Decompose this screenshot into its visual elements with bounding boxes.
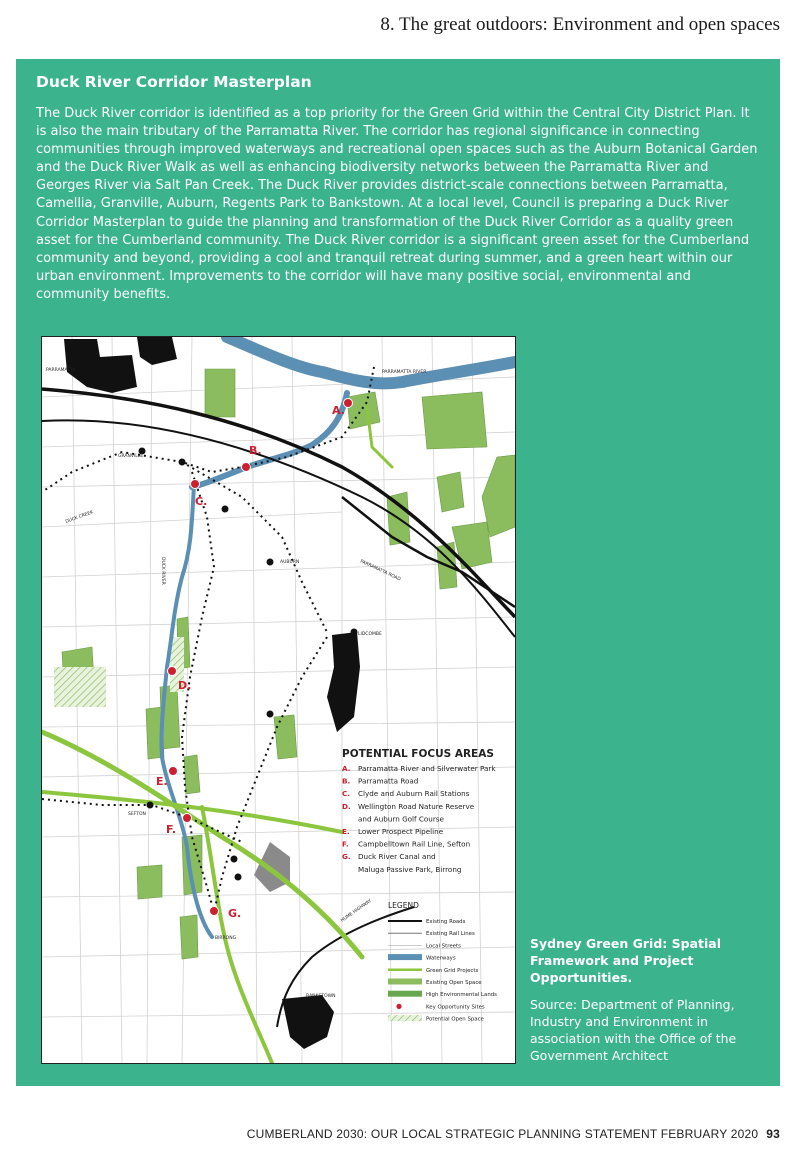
site-e-label: E. [156,775,168,788]
potential-open-space [54,667,106,707]
focus-item-text: Maluga Passive Park, Birrong [358,864,462,874]
focus-letter: A. [342,764,351,773]
focus-item-text: Parramatta River and Silverwater Park [358,764,496,773]
legend-label: Existing Roads [426,919,466,925]
legend-swatch-env [388,991,422,997]
footer-text: CUMBERLAND 2030: OUR LOCAL STRATEGIC PLANNING STATEMENT FEBRUARY 2020 [246,1127,759,1141]
legend-swatch-water [388,954,422,960]
site-c-label: C. [195,495,208,508]
focus-item-text: Parramatta Road [358,776,419,786]
legend-label: Local Streets [426,943,461,950]
focus-letter: E. [342,827,350,836]
legend-label: Waterways [426,955,456,962]
legend-label: Existing Open Space [426,980,482,986]
legend-heading: LEGEND [388,901,419,910]
legend-label: Key Opportunity Sites [426,1004,485,1011]
focus-areas [342,748,496,874]
site-b-marker [242,463,251,472]
site-g-marker [210,907,219,916]
site-b-label: B. [249,444,262,457]
focus-item-text: Duck River Canal and [358,852,436,862]
map-canvas [42,337,515,1063]
focus-item-text: Wellington Road Nature Reserve [358,801,475,811]
site-g-label: G. [228,907,242,920]
focus-item-text: Lower Prospect Pipeline [358,827,444,836]
industrial-site [254,842,290,892]
place-granville: GRANVILLE [118,454,144,459]
focus-item-text: Clyde and Auburn Rail Stations [358,789,470,799]
site-f-label: F. [166,823,177,836]
place-lidcombe: LIDCOMBE [358,632,382,637]
legend-swatch-potential [388,1015,422,1021]
focus-letter: G. [342,852,351,862]
place-parramatta-river: PARRAMATTA RIVER [382,370,427,375]
caption-source: Source: Department of Planning, Industry and Environment in association with the Office of the Government Architect [530,997,737,1063]
map-caption [530,935,766,1064]
place-parramatta-road: PARRAMATTA ROAD [359,559,402,583]
legend-swatch-open [388,979,422,985]
place-parramatta: PARRAMATTA [46,368,76,373]
focus-item-text: Campbelltown Rail Line, Sefton [358,839,471,849]
legend-label: Existing Rail Lines [426,931,475,938]
legend-label: Potential Open Space [426,1016,484,1023]
focus-letter: F. [342,839,349,849]
place-hume-highway: HUME HIGHWAY [340,898,373,924]
site-a-label: A. [332,404,345,417]
focus-heading: POTENTIAL FOCUS AREAS [342,748,494,760]
focus-letter: B. [342,776,351,786]
chapter-heading: 8. The great outdoors: Environment and open spaces [380,14,780,35]
caption-title: Sydney Green Grid: Spatial Framework and Project Opportunities. [530,936,721,985]
site-d-label: D. [178,679,192,692]
section-title: Duck River Corridor Masterplan [36,73,312,91]
place-duck-creek: DUCK CREEK [64,510,95,525]
focus-item-text: and Auburn Golf Course [358,814,444,824]
corridor-map [41,336,516,1064]
legend-label: High Environmental Lands [426,992,497,999]
legend-label: Green Grid Projects [426,967,479,974]
site-d-marker [168,667,177,676]
place-bankstown: BANKSTOWN [306,994,336,999]
place-birrong: BIRRONG [215,936,237,941]
place-auburn: AUBURN [280,560,300,565]
focus-letter: D. [342,801,351,811]
site-f-marker [183,814,192,823]
focus-letter: C. [342,789,351,799]
legend-swatch-site [396,1004,401,1009]
section-body: The Duck River corridor is identified as a top priority for the Green Grid within the Central City District Plan. It is also the main tributary of the Parramatta River. The corridor has regional significance in connecting communities through improved waterways and recreational open spaces such as the Auburn Botanical Garden and the Duck River Walk as well as enhancing biodiversity networks between the Parramatta River and Georges River via Salt Pan Creek. The Duck River provides district-scale connections between Parramatta, Camellia, Granville, Auburn, Regents Park to Bankstown. At a local level, Council is preparing a Duck River Corridor Masterplan to guide the planning and transformation of the Duck River Corridor as a quality green asset for the Cumberland community. The Duck River corridor is a significant green asset for the Cumberland community and beyond, providing a cool and tranquil retreat during summer, and a green heart within our urban environment. Improvements to the corridor will have many positive social, environmental and community benefits. [36,106,758,302]
green-grid-projects [42,407,392,1063]
place-duck-river: DUCK RIVER [160,557,165,585]
page-number: 93 [766,1127,780,1141]
place-sefton: SEFTON [128,812,146,817]
site-c-marker [191,480,200,489]
site-e-marker [169,767,178,776]
page-footer [247,1127,780,1141]
